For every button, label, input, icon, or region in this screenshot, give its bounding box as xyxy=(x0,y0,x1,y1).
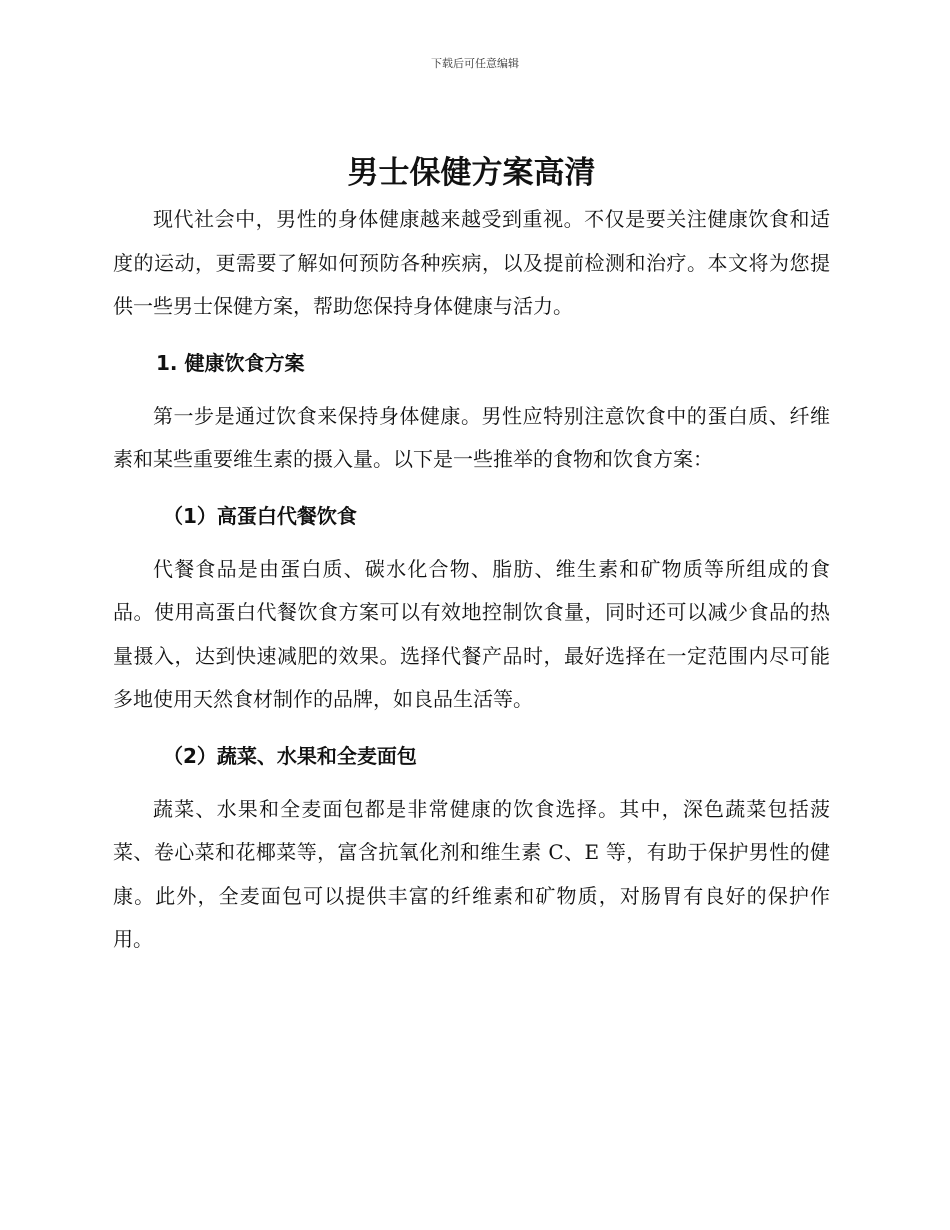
section-paragraph-healthy-diet: 第一步是通过饮食来保持身体健康。男性应特别注意饮食中的蛋白质、纤维素和某些重要维生素的摄入量。以下是一些推举的食物和饮食方案： xyxy=(113,403,830,471)
section-heading-healthy-diet: 1. 健康饮食方案 xyxy=(156,350,305,375)
intro-paragraph: 现代社会中，男性的身体健康越来越受到重视。不仅是要关注健康饮食和适度的运动，更需要了解如何预防各种疾病，以及提前检测和治疗。本文将为您提供一些男士保健方案，帮助您保持身体健康与活力。 xyxy=(113,207,830,318)
document-title: 男士保健方案高清 xyxy=(347,155,596,191)
subsection-paragraph-vegetables-fruit-bread: 蔬菜、水果和全麦面包都是非常健康的饮食选择。其中，深色蔬菜包括菠菜、卷心菜和花椰菜等，富含抗氧化剂和维生素 C、E 等，有助于保护男性的健康。此外，全麦面包可以提供丰富的纤维素和矿物质，对肠胃有良好的保护作用。 xyxy=(113,796,830,951)
subsection-heading-vegetables-fruit-bread: （2）蔬菜、水果和全麦面包 xyxy=(163,743,417,768)
document-body xyxy=(113,150,830,962)
subsection-heading-protein-meal: （1）高蛋白代餐饮食 xyxy=(163,503,357,528)
header-note: 下载后可任意编辑 xyxy=(431,57,519,70)
subsection-paragraph-protein-meal: 代餐食品是由蛋白质、碳水化合物、脂肪、维生素和矿物质等所组成的食品。使用高蛋白代餐饮食方案可以有效地控制饮食量，同时还可以减少食品的热量摄入，达到快速减肥的效果。选择代餐产品时，最好选择在一定范围内尽可能多地使用天然食材制作的品牌，如良品生活等。 xyxy=(113,556,830,711)
